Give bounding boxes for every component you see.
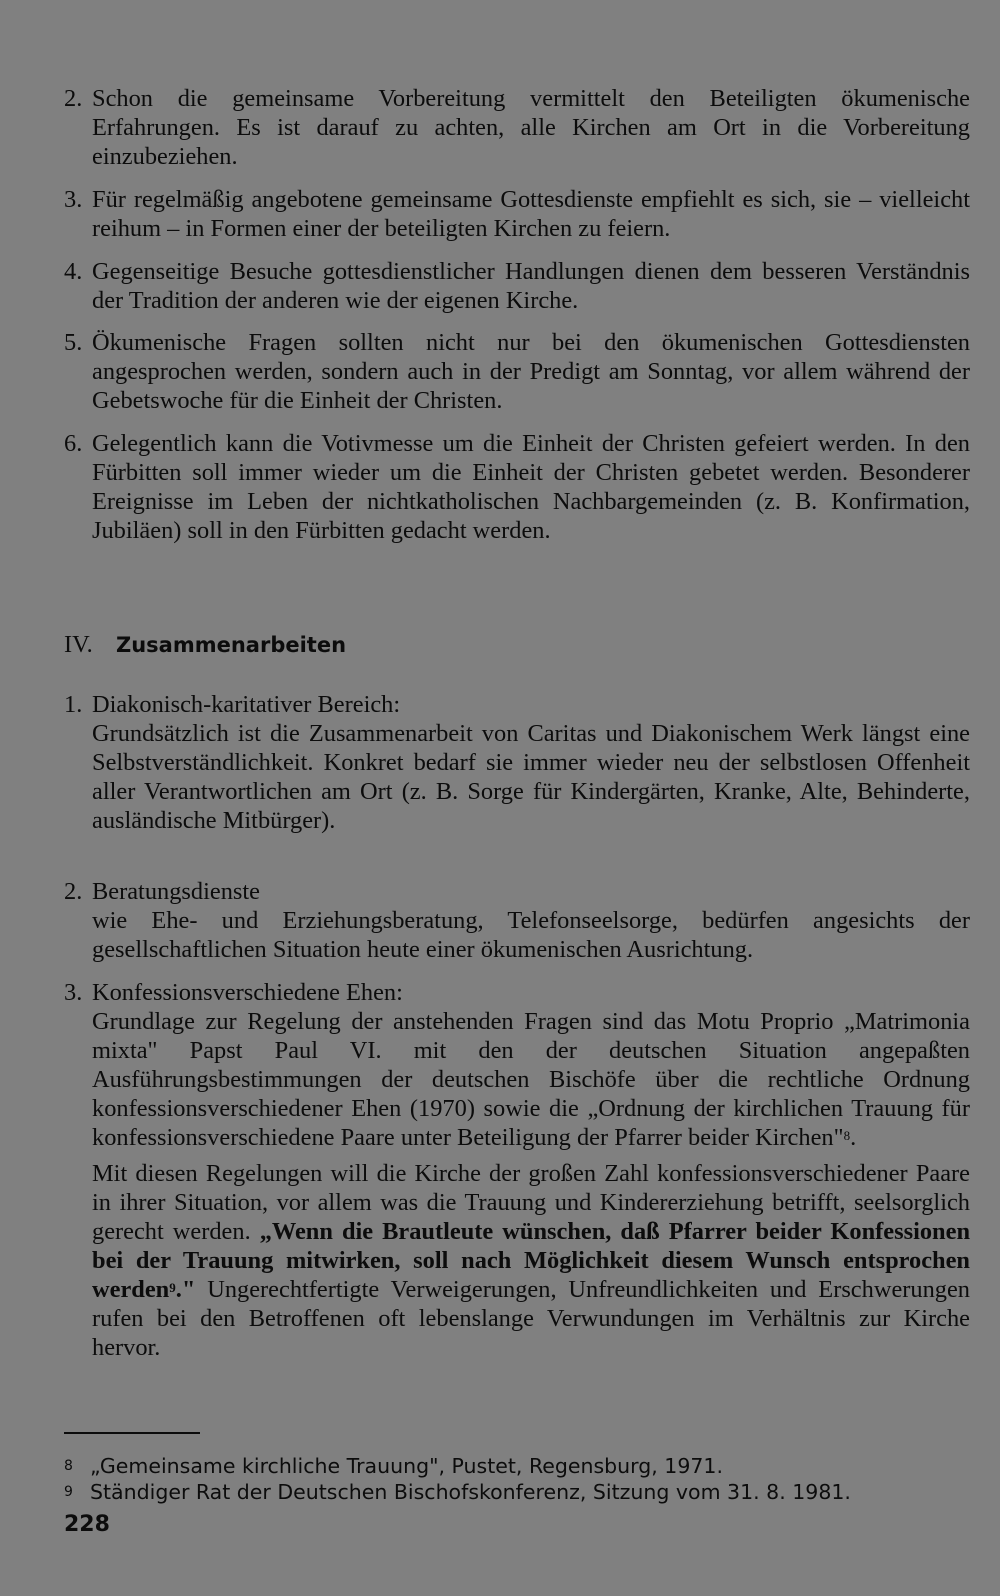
item-text: Grundlage zur Regelung der anstehenden Fragen sind das Motu Proprio „Matrimonia mixta" Papst Paul VI. mit den der deutschen Situation angepaßten Ausführungsbestimmungen der deutschen Bischöfe über die rechtliche Ordnung konfessionsverschiedener Ehen (1970) sowie die „Ordnung der kirchlichen Trauung für konfessionsverschiedene Paare unter Beteiligung der Pfarrer beider Kirchen" <box>92 1008 970 1151</box>
item-body <box>92 978 970 1362</box>
footnote <box>64 1453 723 1479</box>
quote-bold-tail: ." <box>175 1276 196 1303</box>
item-number: 2. <box>64 85 83 112</box>
list-item <box>64 978 970 1362</box>
section-title: Zusammenarbeiten <box>116 633 347 657</box>
item-body <box>92 690 970 835</box>
footnote-ref: 9 <box>169 1280 176 1295</box>
list-item <box>64 84 970 171</box>
item-number: 3. <box>64 979 83 1006</box>
list-item <box>64 328 970 415</box>
footnote-ref: 8 <box>843 1128 851 1143</box>
item-number: 5. <box>64 329 83 356</box>
item-label: Beratungsdienste <box>92 878 260 905</box>
item-body <box>92 877 970 964</box>
list-item <box>64 257 970 315</box>
item-label: Diakonisch-karitativer Bereich: <box>92 691 401 718</box>
list-item <box>64 877 970 964</box>
item-paragraph <box>92 1159 970 1362</box>
item-text: Für regelmäßig angebotene gemeinsame Gottesdienste empfiehlt es sich, sie – vielleicht reihum – in Formen einer der beteiligten Kirchen zu feiern. <box>92 186 970 242</box>
text-tail: . <box>850 1124 857 1151</box>
item-text: Mit diesen Regelungen will die Kirche der großen Zahl konfessionsverschiedener Paare in ihrer Situation, vor allem was die Trauung und Kindererziehung betrifft, seelsorglich gerecht werden. <box>92 1160 970 1245</box>
quote-bold: „Wenn die Brautleute wünschen, daß Pfarrer beider Konfessionen bei der Trauung mitwirken, soll nach Möglichkeit diesem Wunsch entsprochen werden <box>92 1218 971 1303</box>
footnote-text: „Gemeinsame kirchliche Trauung", Pustet, Regensburg, 1971. <box>90 1454 723 1478</box>
footnote-divider <box>64 1432 200 1434</box>
footnote <box>64 1479 851 1505</box>
list-item <box>64 185 970 243</box>
footnote-text: Ständiger Rat der Deutschen Bischofskonferenz, Sitzung vom 31. 8. 1981. <box>90 1480 851 1504</box>
item-label: Konfessionsverschiedene Ehen: <box>92 979 403 1006</box>
item-number: 4. <box>64 258 83 285</box>
item-number: 3. <box>64 186 83 213</box>
footnote-mark: 8 <box>64 1458 73 1474</box>
item-text: wie Ehe- und Erziehungsberatung, Telefonseelsorge, bedürfen angesichts der gesellschaftlichen Situation heute einer ökumenischen Ausrichtung. <box>92 907 970 963</box>
item-text: Ungerechtfertigte Verweigerungen, Unfreundlichkeiten und Erschwerungen rufen bei den Betroffenen oft lebenslange Verwundungen im Verhältnis zur Kirche hervor. <box>92 1276 970 1361</box>
item-number: 1. <box>64 691 83 718</box>
item-text: Gelegentlich kann die Votivmesse um die Einheit der Christen gefeiert werden. In den Fürbitten soll immer wieder um die Einheit der Christen gebetet werden. Besonderer Ereignisse im Leben der nichtkatholischen Nachbargemeinden (z. B. Konfirmation, Jubiläen) soll in den Fürbitten gedacht werden. <box>92 430 970 544</box>
item-number: 2. <box>64 878 83 905</box>
item-number: 6. <box>64 430 83 457</box>
item-text: Schon die gemeinsame Vorbereitung vermittelt den Beteiligten ökumenische Erfahrungen. Es ist darauf zu achten, alle Kirchen am Ort in die Vorbereitung einzubeziehen. <box>92 85 970 170</box>
page-number: 228 <box>64 1512 110 1537</box>
section-number: IV. <box>64 631 93 658</box>
section-heading <box>64 630 346 660</box>
item-text: Ökumenische Fragen sollten nicht nur bei den ökumenischen Gottesdiensten angesprochen werden, sondern auch in der Predigt am Sonntag, vor allem während der Gebetswoche für die Einheit der Christen. <box>92 329 970 414</box>
item-text: Grundsätzlich ist die Zusammenarbeit von Caritas und Diakonischem Werk längst eine Selbstverständlichkeit. Konkret bedarf sie immer wieder neu der selbstlosen Offenheit aller Verantwortlichen am Ort (z. B. Sorge für Kindergärten, Kranke, Alte, Behinderte, ausländische Mitbürger). <box>92 720 970 834</box>
list-item <box>64 429 970 545</box>
item-paragraph <box>92 1007 970 1152</box>
item-text: Gegenseitige Besuche gottesdienstlicher Handlungen dienen dem besseren Verständnis der Tradition der anderen wie der eigenen Kirche. <box>92 258 970 314</box>
list-item <box>64 690 970 835</box>
footnote-mark: 9 <box>64 1484 73 1500</box>
